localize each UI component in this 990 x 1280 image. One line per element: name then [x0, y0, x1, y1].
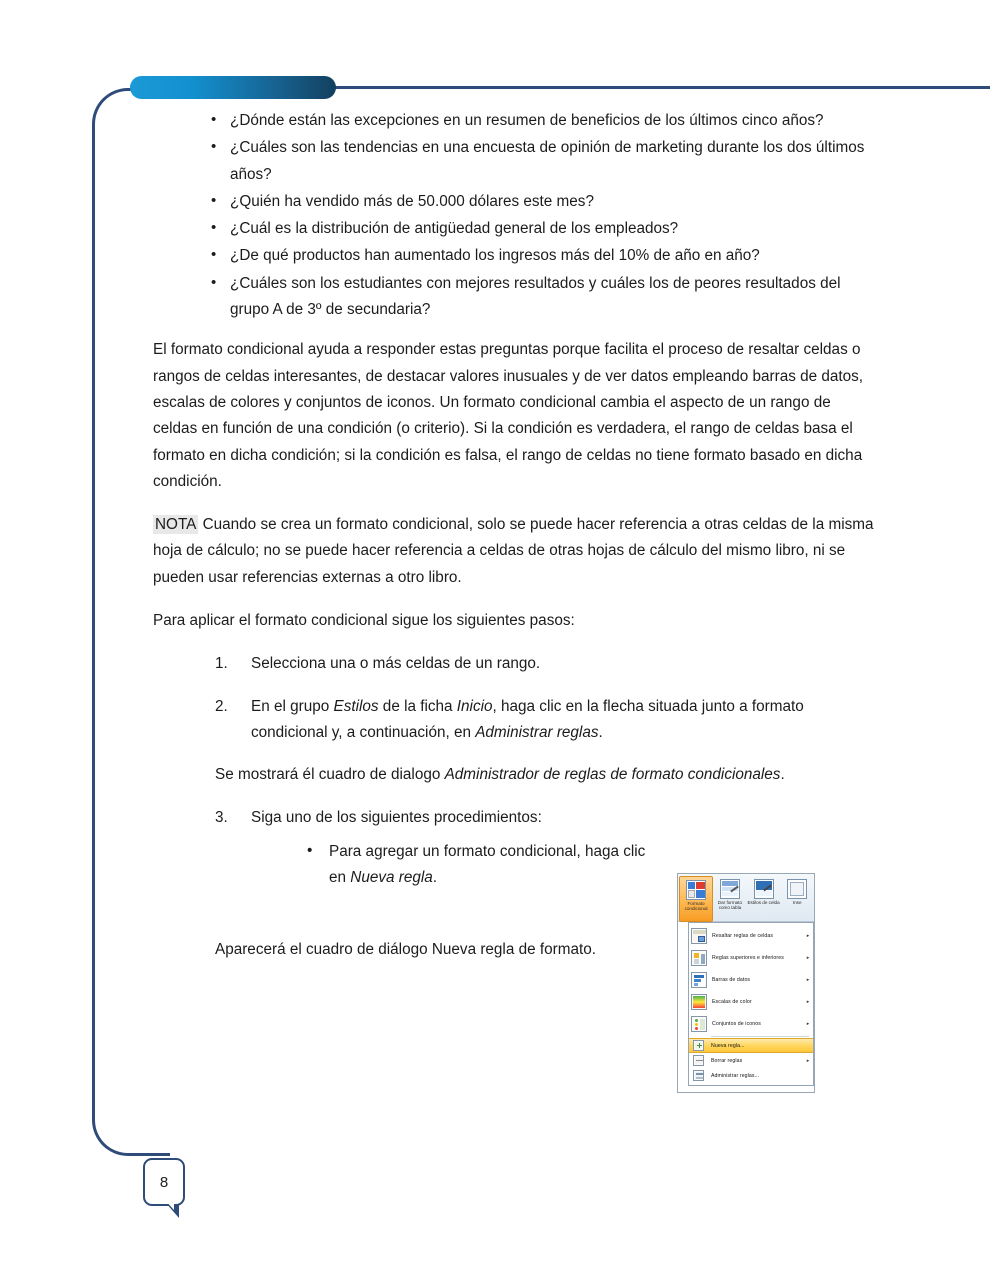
option-part-a: Para agregar un formato condicional, haga clic en: [329, 842, 646, 887]
highlight-cell-rules-icon: [691, 928, 707, 944]
step-2-part-a: En el grupo: [251, 697, 334, 715]
menu-item-label: Borrar reglas: [711, 1057, 743, 1064]
menu-item-label: Barras de datos: [712, 977, 751, 983]
list-item: • ¿Quién ha vendido más de 50.000 dólares este mes?: [211, 189, 876, 215]
paragraph-conditional-format: El formato condicional ayuda a responder estas preguntas porque facilita el proceso de resaltar celdas o rangos de celdas interesantes, de destacar valores inusuales y de ver datos empleando barras de datos, escalas de colores y conjuntos de iconos. Un formato condicional cambia el aspecto de un rango de celdas en función de una condición (o criterio). Si la condición es verdadera, el rango de celdas basa el formato en dicha condición; si la condición es falsa, el rango de celdas no tiene formato basado en dicha condición.: [153, 341, 864, 490]
step-1: [215, 651, 876, 677]
menu-item-label: Conjuntos de iconos: [712, 1021, 761, 1027]
step-2-followup: [153, 762, 876, 788]
ribbon-label: Formato condicional: [684, 901, 708, 912]
followup-part-a: Se mostrará él cuadro de dialogo: [215, 766, 445, 784]
step-1-text: Selecciona una o más celdas de un rango.: [251, 655, 541, 673]
ribbon-button-estilos-de-celda: [747, 876, 781, 905]
menu-item-borrar-reglas[interactable]: [689, 1053, 813, 1068]
new-rule-icon: [693, 1040, 704, 1051]
procedure-list: [153, 651, 876, 746]
list-item: • ¿Cuáles son los estudiantes con mejores resultados y cuáles los de peores resultados del grupo A de 3º de secundaria?: [211, 271, 876, 324]
icon-sets-icon: [691, 1016, 707, 1032]
page-border-frame: [92, 88, 152, 1156]
list-item: • ¿Cuál es la distribución de antigüedad general de los empleados?: [211, 216, 876, 242]
ribbon-button-formato-condicional: [679, 876, 713, 922]
step-2: [215, 694, 876, 747]
list-item: • ¿Cuáles son las tendencias en una encuesta de opinión de marketing durante los dos últimos años?: [211, 135, 876, 188]
note-tag: NOTA: [155, 516, 197, 534]
cell-styles-icon: [754, 879, 774, 899]
data-bars-icon: [691, 972, 707, 988]
excel-ribbon: [678, 874, 814, 922]
excel-conditional-format-screenshot: [677, 873, 815, 1093]
ribbon-button-insertar: [780, 876, 814, 905]
format-as-table-icon: [720, 879, 740, 899]
step-3-option-new-rule: [307, 839, 657, 892]
step-2-text: [251, 698, 804, 741]
closing-paragraph: Aparecerá el cuadro de diálogo Nueva regla de formato.: [215, 941, 596, 959]
menu-item-label: Escalas de color: [712, 999, 752, 1005]
menu-item-label: Nueva regla...: [711, 1042, 745, 1049]
page-number-badge: [143, 1158, 185, 1206]
step-2-part-b: de la ficha: [378, 697, 457, 715]
chevron-right-icon: ▸: [806, 977, 810, 983]
step-2-emphasis-estilos: Estilos: [333, 697, 379, 715]
chevron-right-icon: ▸: [806, 933, 810, 939]
menu-item-escalas-de-color[interactable]: [689, 991, 813, 1013]
steps-intro: Para aplicar el formato condicional sigue los siguientes pasos:: [153, 612, 575, 630]
menu-separator: [711, 1036, 809, 1037]
ribbon-label: Estilos de celda: [747, 900, 780, 905]
followup-part-b: .: [780, 766, 785, 784]
color-scales-icon: [691, 994, 707, 1010]
followup-emphasis-dialog: Administrador de reglas de formato condicionales: [444, 766, 781, 784]
footer-rule: [150, 1153, 170, 1156]
menu-item-label: Reglas superiores e inferiores: [712, 955, 784, 961]
option-part-b: .: [432, 869, 437, 887]
note-paragraph: [153, 512, 876, 591]
header-accent-pill: [130, 76, 336, 99]
ribbon-button-dar-formato-como-tabla: [713, 876, 747, 911]
step-2-part-d: .: [598, 723, 603, 741]
menu-item-label: Administrar reglas...: [711, 1072, 760, 1079]
insert-icon: [787, 879, 807, 899]
question-list: [153, 108, 876, 323]
list-item: • ¿De qué productos han aumentado los ingresos más del 10% de año en año?: [211, 243, 876, 269]
chevron-right-icon: ▸: [806, 1057, 810, 1064]
manage-rules-icon: [693, 1070, 704, 1081]
clear-rules-icon: [693, 1055, 704, 1066]
step-2-part-c: , haga clic en la flecha situada junto a formato condicional y, a continuación, en: [251, 697, 804, 741]
step-2-emphasis-inicio: Inicio: [456, 697, 493, 715]
step-2-emphasis-administrar: Administrar reglas: [475, 723, 599, 741]
menu-item-administrar-reglas[interactable]: [689, 1068, 813, 1083]
note-text: Cuando se crea un formato condicional, solo se puede hacer referencia a otras celdas de la misma hoja de cálculo; no se puede hacer referencia a celdas de otras hojas de cálculo del mismo libro, ni se pueden usar referencias externas a otro libro.: [153, 516, 874, 586]
conditional-format-icon: [686, 880, 706, 900]
menu-item-label: Resaltar reglas de celdas: [712, 933, 774, 939]
document-body: [153, 108, 876, 964]
conditional-format-dropdown-menu: [688, 922, 814, 1086]
chevron-right-icon: ▸: [806, 955, 810, 961]
badge-tail-inner: [164, 1199, 174, 1210]
page-number: 8: [159, 1173, 169, 1191]
ribbon-label: Inse: [792, 900, 802, 905]
menu-item-resaltar-reglas-de-celdas[interactable]: [689, 925, 813, 947]
chevron-right-icon: ▸: [806, 1021, 810, 1027]
list-item: • ¿Dónde están las excepciones en un resumen de beneficios de los últimos cinco años?: [211, 108, 876, 134]
menu-item-barras-de-datos[interactable]: [689, 969, 813, 991]
menu-item-conjuntos-de-iconos[interactable]: [689, 1013, 813, 1035]
menu-item-nueva-regla[interactable]: [689, 1038, 813, 1053]
chevron-right-icon: ▸: [806, 999, 810, 1005]
option-emphasis-nueva-regla: Nueva regla: [350, 869, 433, 887]
top-bottom-rules-icon: [691, 950, 707, 966]
ribbon-label: Dar formato como tabla: [717, 900, 743, 911]
menu-item-reglas-superiores-e-inferiores[interactable]: [689, 947, 813, 969]
step-3-text: Siga uno de los siguientes procedimientos:: [251, 808, 542, 826]
